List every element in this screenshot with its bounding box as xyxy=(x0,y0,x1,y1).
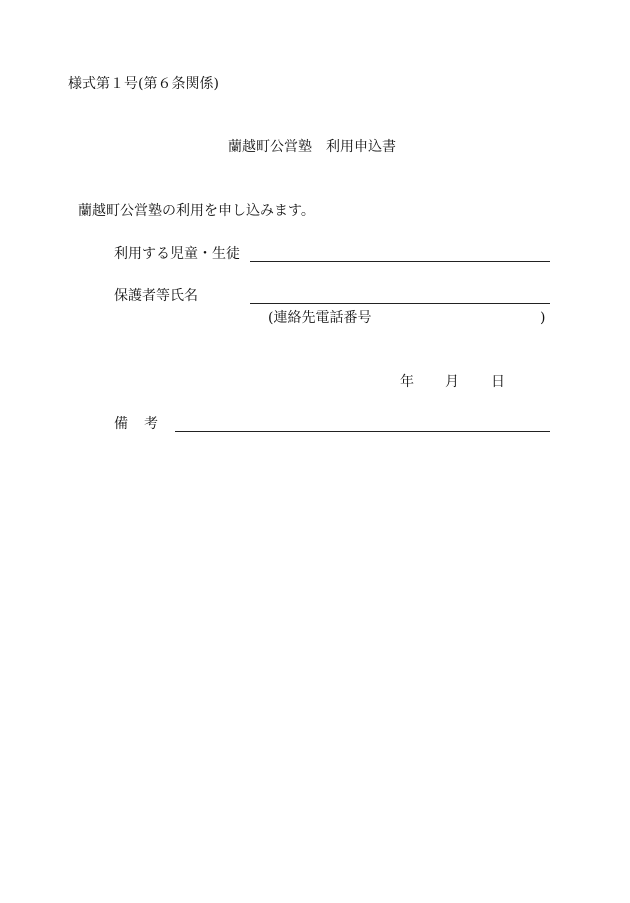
guardian-name-field[interactable] xyxy=(250,303,550,304)
application-statement: 蘭越町公営塾の利用を申し込みます。 xyxy=(78,203,315,219)
remarks-label-char-2: 考 xyxy=(144,416,158,432)
remarks-field[interactable] xyxy=(175,431,550,432)
remarks-label-char-1: 備 xyxy=(114,416,128,432)
guardian-label: 保護者等氏名 xyxy=(114,288,198,304)
contact-phone-close-paren: ) xyxy=(540,310,546,326)
date-year-label: 年 xyxy=(400,374,414,390)
date-month-label: 月 xyxy=(445,374,459,390)
date-day-label: 日 xyxy=(491,374,505,390)
form-title: 蘭越町公営塾 利用申込書 xyxy=(228,139,396,155)
student-name-field[interactable] xyxy=(250,261,550,262)
contact-phone-label: (連絡先電話番号 xyxy=(268,310,372,326)
student-label: 利用する児童・生徒 xyxy=(114,246,240,262)
form-number: 様式第１号(第６条関係) xyxy=(68,76,219,92)
